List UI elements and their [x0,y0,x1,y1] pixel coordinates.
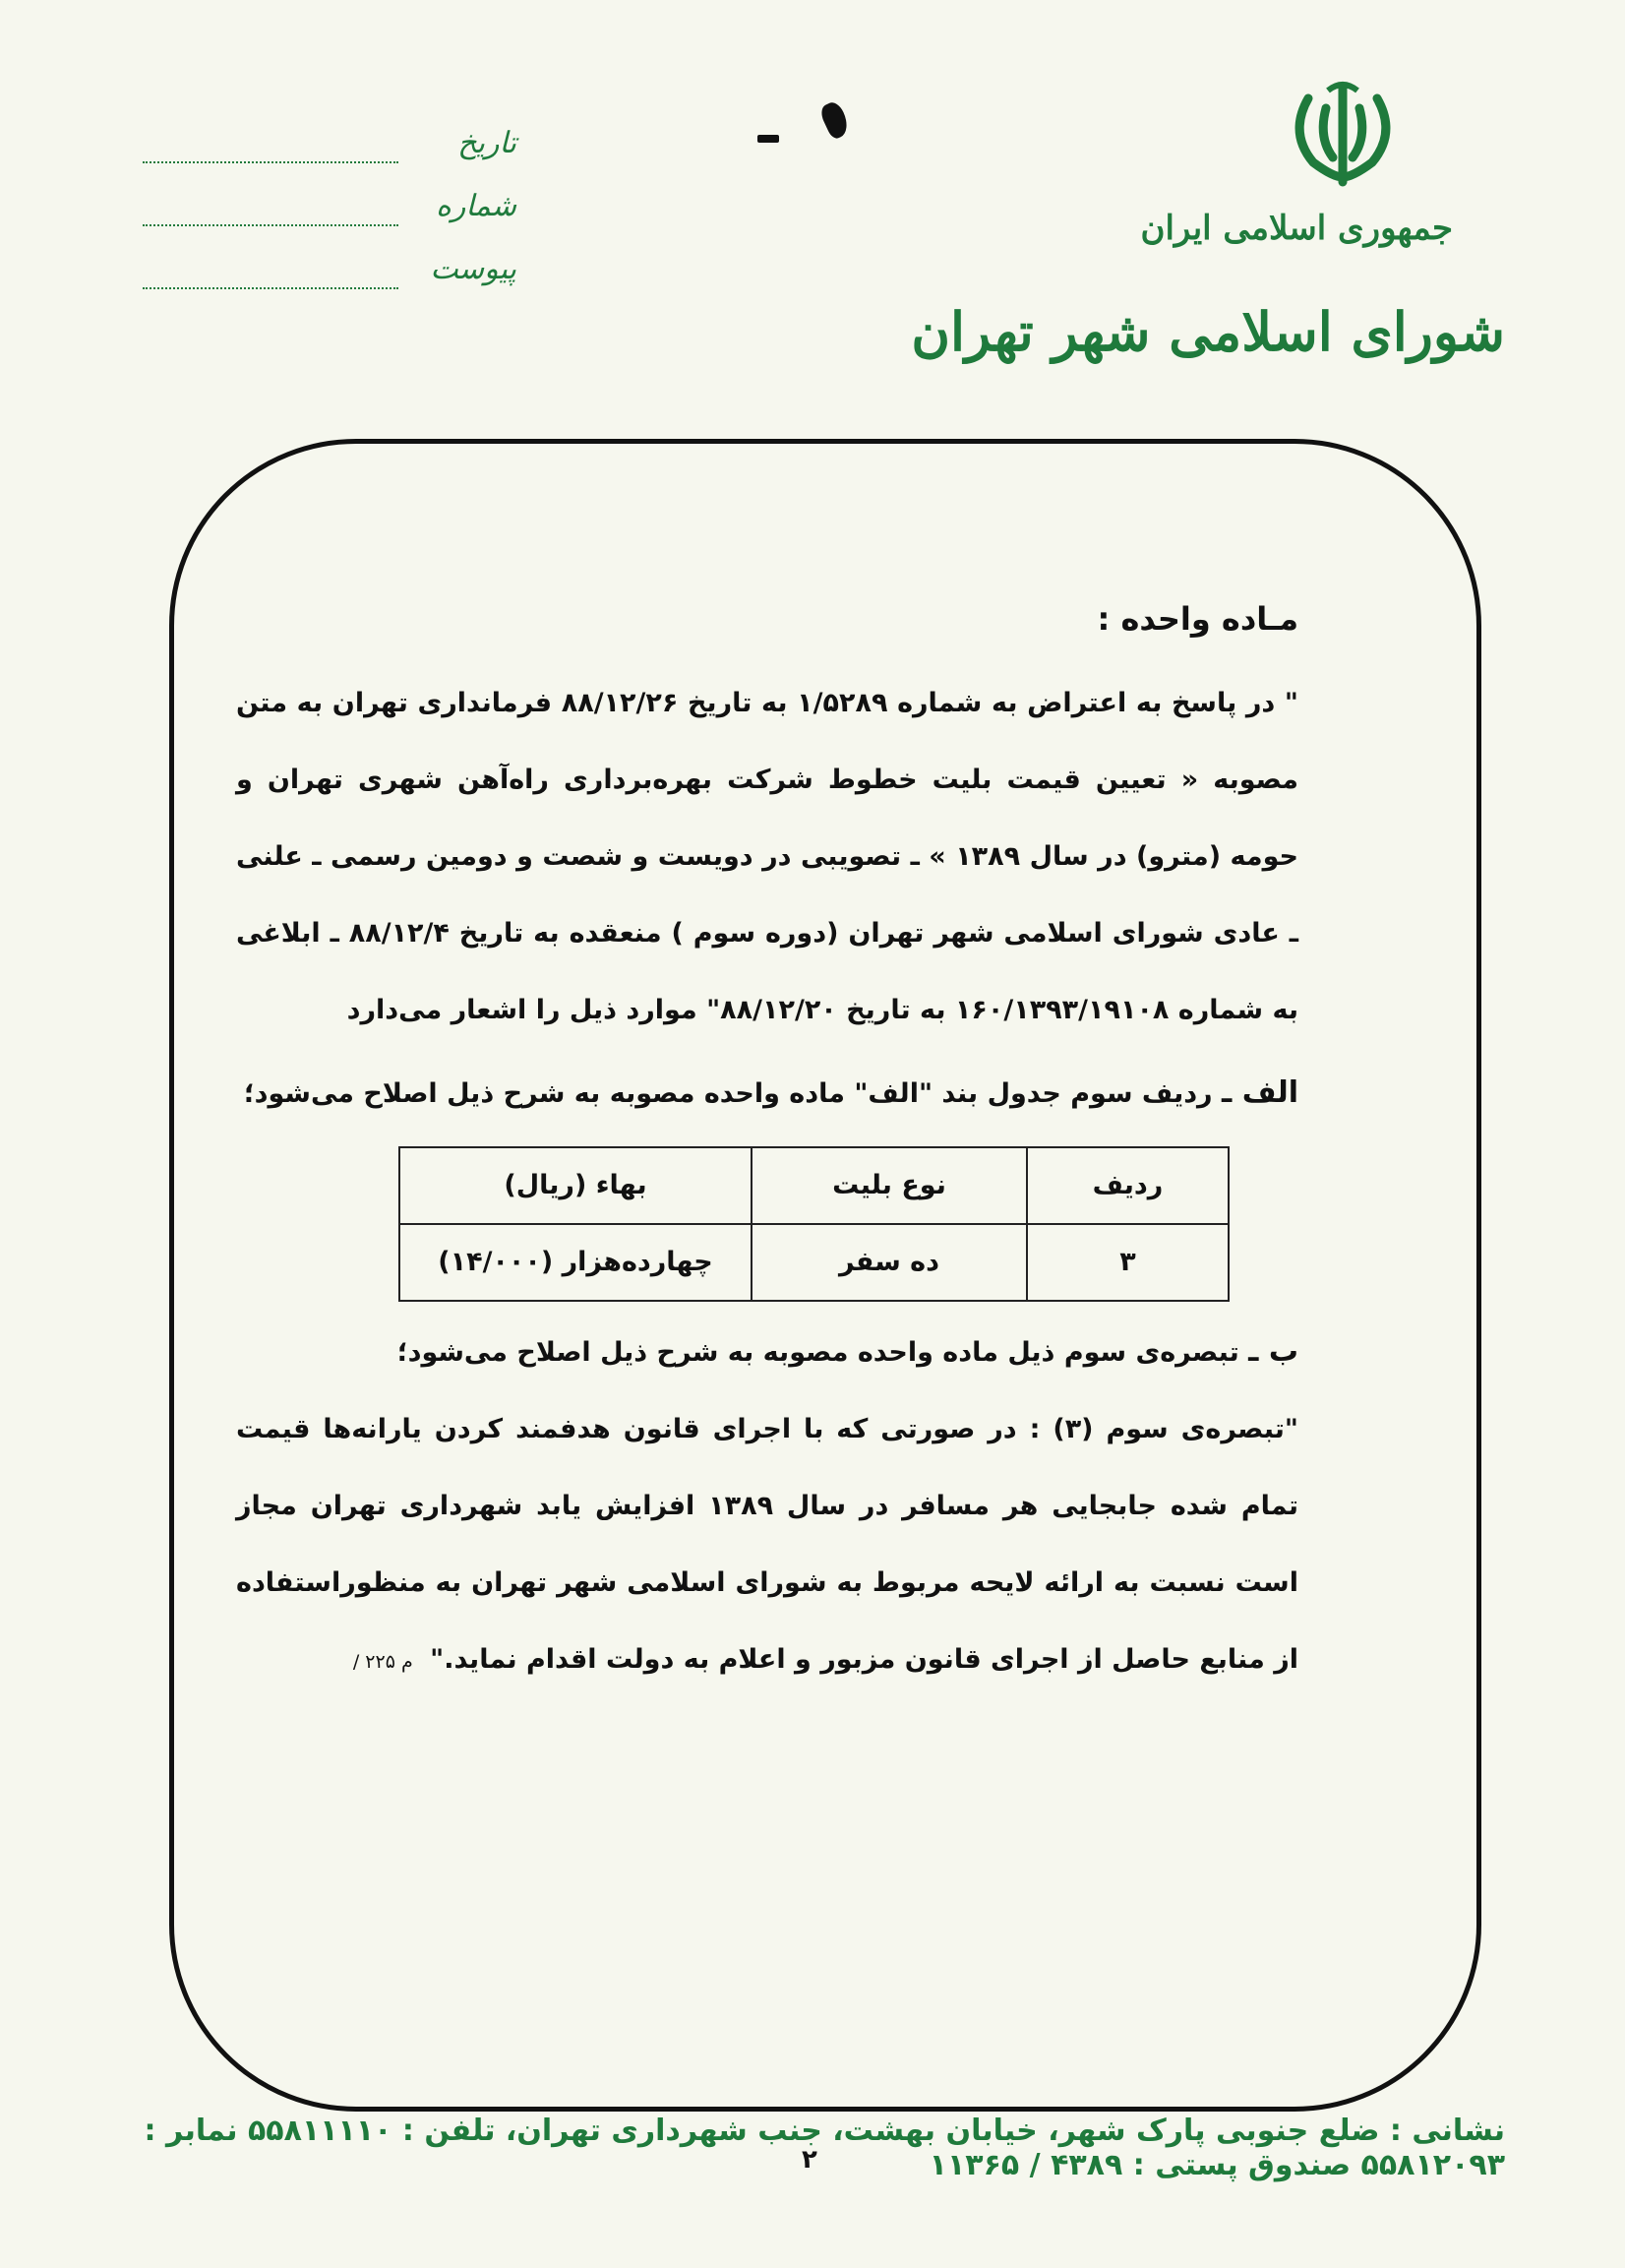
note-reference: م ۲۲۵ / [352,1651,413,1673]
table-row [399,1224,1229,1301]
ink-mark [757,135,779,143]
republic-title: جمهوری اسلامی ایران [1140,209,1453,248]
item-a [236,1055,1298,1133]
footer-address: نشانی : ضلع جنوبی پارک شهر، خیابان بهشت، جنب شهرداری تهران، تلفن : ۵۵۸۱۱۱۱۰ نمابر : ۵۵۸۱۲۰۹۳ صندوق پستی : ۴۳۸۹ / ۱۱۳۶۵ [144,2114,1505,2182]
table-header-row [399,1147,1229,1224]
item-b [236,1314,1298,1391]
date-field [143,126,516,175]
fare-table [398,1146,1230,1302]
date-label: تاریخ [457,126,516,160]
number-dots [143,224,398,226]
table-cell: ده سفر [752,1224,1027,1301]
attachment-label: پیوست [430,252,516,286]
item-a-text: ردیف سوم جدول بند "الف" ماده واحده مصوبه به شرح ذیل اصلاح می‌شود؛ [243,1078,1213,1109]
document-body [236,581,1298,1700]
table-header: ردیف [1027,1147,1229,1224]
number-label: شماره [436,189,516,223]
item-a-lead: الف ـ [1222,1075,1298,1110]
date-dots [143,161,398,163]
table-header: نوع بلیت [752,1147,1027,1224]
section-heading: مـاده واحده : [1097,600,1298,638]
council-title: شورای اسلامی شهر تهران [911,300,1505,363]
note-paragraph [236,1391,1298,1700]
table-header: بهاء (ریال) [399,1147,752,1224]
attachment-field [143,252,516,301]
table-cell: چهارده‌هزار (۱۴/۰۰۰) [399,1224,752,1301]
table-cell: ۳ [1027,1224,1229,1301]
attachment-dots [143,287,398,289]
item-b-text: تبصره‌ی سوم ذیل ماده واحده مصوبه به شرح ذیل اصلاح می‌شود؛ [396,1337,1239,1368]
note-text: "تبصره‌ی سوم (۳) : در صورتی که با اجرای قانون هدفمند کردن یارانه‌ها قیمت تمام شده جابجایی هر مسافر در سال ۱۳۸۹ افزایش یابد شهرداری تهران مجاز است نسبت به ارائه لایحه مربوط به شورای اسلامی شهر تهران به منظوراستفاده از منابع حاصل از اجرای قانون مزبور و اعلام به دولت اقدام نماید." [236,1414,1298,1675]
item-b-lead: ب ـ [1248,1334,1298,1369]
ink-mark [817,99,852,141]
number-field [143,189,516,238]
intro-paragraph: " در پاسخ به اعتراض به شماره ۱/۵۲۸۹ به تاریخ ۸۸/۱۲/۲۶ فرمانداری تهران به متن مصوبه « تعیین قیمت بلیت خطوط شرکت بهره‌برداری راه‌آهن شهری تهران و حومه (مترو) در سال ۱۳۸۹ » ـ تصویبی در دویست و شصت و دومین رسمی ـ علنی ـ عادی شورای اسلامی شهر تهران (دوره سوم ) منعقده به تاریخ ۸۸/۱۲/۴ ـ ابلاغی به شماره ۱۶۰/۱۳۹۳/۱۹۱۰۸ به تاریخ ۸۸/۱۲/۲۰" موارد ذیل را اشعار می‌دارد [236,688,1298,1025]
page-number: ۲ [802,2145,817,2175]
iran-emblem-icon [1279,79,1407,197]
